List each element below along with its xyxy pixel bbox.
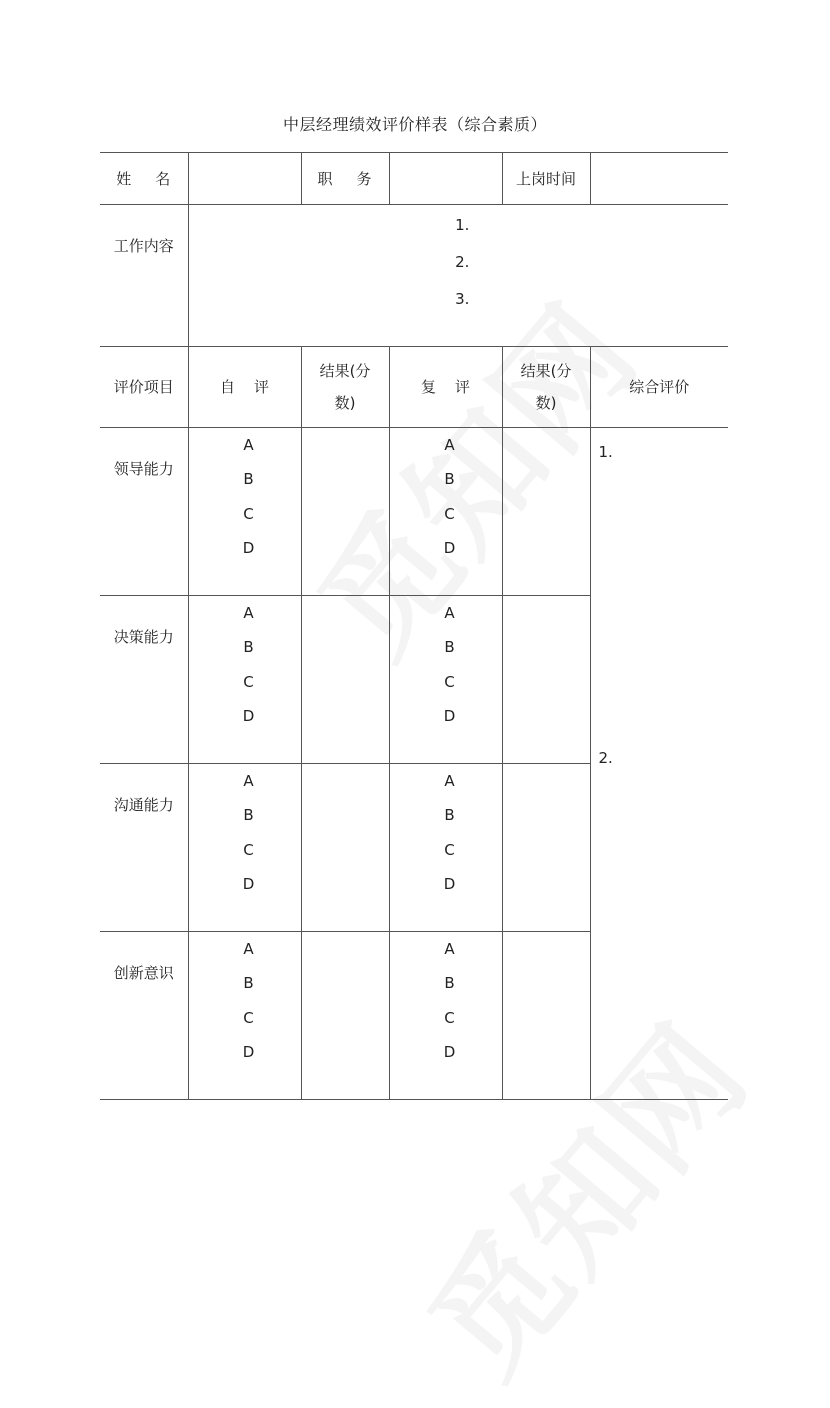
option-c[interactable]: C xyxy=(243,672,254,691)
work-item: 1. xyxy=(455,216,470,234)
self-result-field[interactable] xyxy=(301,428,389,596)
self-result-field[interactable] xyxy=(301,764,389,932)
col-header-review: 复 评 xyxy=(389,347,502,428)
review-result-field[interactable] xyxy=(502,596,590,764)
option-b[interactable]: B xyxy=(444,638,455,657)
option-d[interactable]: D xyxy=(242,1042,255,1061)
col-header-overall: 综合评价 xyxy=(590,347,728,428)
self-eval-options[interactable] xyxy=(188,764,301,932)
option-b[interactable]: B xyxy=(444,470,455,489)
option-b[interactable]: B xyxy=(243,806,254,825)
option-a[interactable]: A xyxy=(243,940,254,958)
option-a[interactable]: A xyxy=(243,604,254,622)
work-content-list[interactable] xyxy=(188,205,728,347)
work-item: 3. xyxy=(455,290,470,308)
position-field[interactable] xyxy=(389,153,502,205)
option-b[interactable]: B xyxy=(243,638,254,657)
option-d[interactable]: D xyxy=(242,706,255,725)
work-row xyxy=(100,205,728,347)
option-d[interactable]: D xyxy=(242,874,255,893)
summary-item: 2. xyxy=(598,749,613,767)
self-eval-options[interactable] xyxy=(188,428,301,596)
position-label: 职 务 xyxy=(301,153,389,205)
option-b[interactable]: B xyxy=(243,974,254,993)
option-c[interactable]: C xyxy=(243,1008,254,1027)
option-c[interactable]: C xyxy=(444,1008,455,1027)
option-a[interactable]: A xyxy=(243,772,254,790)
option-b[interactable]: B xyxy=(444,806,455,825)
option-d[interactable]: D xyxy=(443,538,456,557)
review-result-field[interactable] xyxy=(502,428,590,596)
review-options[interactable] xyxy=(389,932,502,1100)
option-d[interactable]: D xyxy=(443,706,456,725)
option-c[interactable]: C xyxy=(444,504,455,523)
review-options[interactable] xyxy=(389,764,502,932)
option-a[interactable]: A xyxy=(444,772,455,790)
review-options[interactable] xyxy=(389,428,502,596)
option-d[interactable]: D xyxy=(242,538,255,557)
option-c[interactable]: C xyxy=(444,672,455,691)
option-b[interactable]: B xyxy=(444,974,455,993)
name-field[interactable] xyxy=(188,153,301,205)
option-a[interactable]: A xyxy=(243,436,254,454)
option-a[interactable]: A xyxy=(444,940,455,958)
column-header-row xyxy=(100,347,728,428)
option-a[interactable]: A xyxy=(444,604,455,622)
option-c[interactable]: C xyxy=(444,840,455,859)
review-result-field[interactable] xyxy=(502,932,590,1100)
self-result-field[interactable] xyxy=(301,596,389,764)
work-content-label: 工作内容 xyxy=(100,205,188,347)
option-c[interactable]: C xyxy=(243,504,254,523)
evaluation-form-table xyxy=(100,152,728,1100)
option-d[interactable]: D xyxy=(443,874,456,893)
col-header-result-1: 结果(分 数) xyxy=(301,347,389,428)
work-item: 2. xyxy=(455,253,470,271)
start-time-field[interactable] xyxy=(590,153,728,205)
overall-evaluation-field[interactable] xyxy=(590,428,728,1100)
self-eval-options[interactable] xyxy=(188,932,301,1100)
self-eval-options[interactable] xyxy=(188,596,301,764)
eval-item-label: 领导能力 xyxy=(100,428,188,596)
option-c[interactable]: C xyxy=(243,840,254,859)
option-b[interactable]: B xyxy=(243,470,254,489)
col-header-self-eval: 自 评 xyxy=(188,347,301,428)
eval-item-label: 决策能力 xyxy=(100,596,188,764)
eval-item-label: 创新意识 xyxy=(100,932,188,1100)
col-header-item: 评价项目 xyxy=(100,347,188,428)
eval-item-label: 沟通能力 xyxy=(100,764,188,932)
self-result-field[interactable] xyxy=(301,932,389,1100)
eval-item-row xyxy=(100,428,728,596)
summary-item: 1. xyxy=(598,443,613,461)
col-header-result-2: 结果(分 数) xyxy=(502,347,590,428)
start-time-label: 上岗时间 xyxy=(502,153,590,205)
info-row xyxy=(100,153,728,205)
review-options[interactable] xyxy=(389,596,502,764)
review-result-field[interactable] xyxy=(502,764,590,932)
option-d[interactable]: D xyxy=(443,1042,456,1061)
page-title: 中层经理绩效评价样表（综合素质） xyxy=(282,115,547,134)
option-a[interactable]: A xyxy=(444,436,455,454)
name-label: 姓 名 xyxy=(100,153,188,205)
